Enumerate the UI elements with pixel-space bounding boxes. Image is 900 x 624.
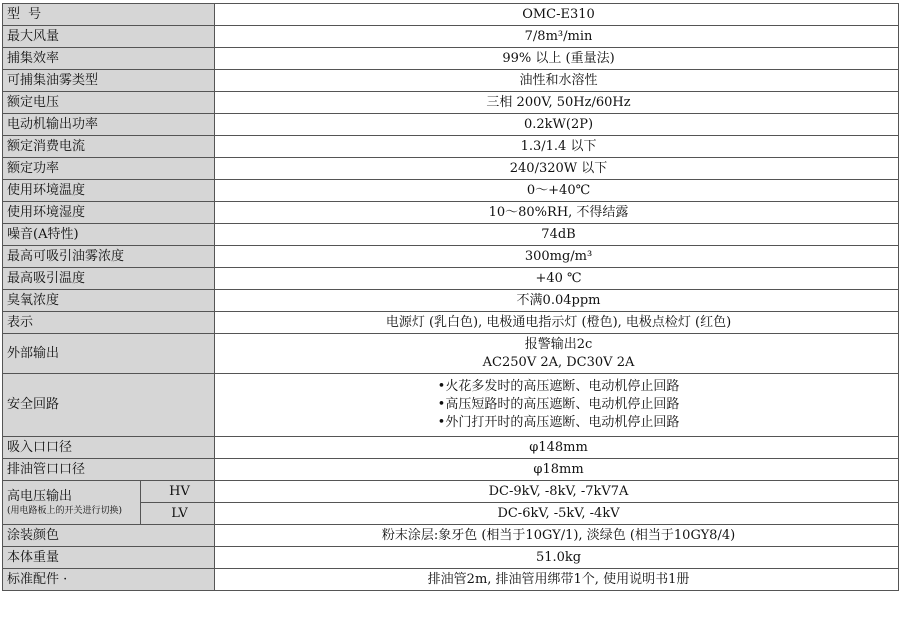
safety-circuit-value (215, 374, 899, 437)
spec-label: 最高吸引温度 (3, 268, 215, 290)
table-row (3, 92, 899, 114)
spec-label: 臭氧浓度 (3, 290, 215, 312)
table-row (3, 136, 899, 158)
spec-value: 0～+40℃ (215, 180, 899, 202)
external-output-value (215, 334, 899, 374)
spec-label: 捕集效率 (3, 48, 215, 70)
table-row (3, 290, 899, 312)
safety-circuit-label: 安全回路 (3, 374, 215, 437)
table-row (3, 569, 899, 591)
spec-label: 额定消费电流 (3, 136, 215, 158)
table-row (3, 547, 899, 569)
spec-value: 300mg/m³ (215, 246, 899, 268)
external-output-label: 外部输出 (3, 334, 215, 374)
spec-value: 三相 200V, 50Hz/60Hz (215, 92, 899, 114)
spec-label: 涂装颜色 (3, 525, 215, 547)
spec-value: 10～80%RH, 不得结露 (215, 202, 899, 224)
table-row (3, 180, 899, 202)
spec-value: 粉末涂层:象牙色 (相当于10GY/1), 淡绿色 (相当于10GY8/4) (215, 525, 899, 547)
table-row (3, 525, 899, 547)
spec-value: 电源灯 (乳白色), 电极通电指示灯 (橙色), 电极点检灯 (红色) (215, 312, 899, 334)
hv-label: HV (141, 481, 215, 503)
spec-label: 电动机输出功率 (3, 114, 215, 136)
list-item: •外门打开时的高压遮断、电动机停止回路 (437, 415, 680, 430)
spec-value: 排油管2m, 排油管用绑带1个, 使用说明书1册 (215, 569, 899, 591)
spec-label: 使用环境湿度 (3, 202, 215, 224)
table-row (3, 70, 899, 92)
table-row (3, 48, 899, 70)
spec-value: 1.3/1.4 以下 (215, 136, 899, 158)
table-row (3, 481, 899, 503)
spec-value: 74dB (215, 224, 899, 246)
spec-label: 最高可吸引油雾浓度 (3, 246, 215, 268)
table-row (3, 202, 899, 224)
high-voltage-title: 高电压输出 (7, 488, 73, 504)
spec-value: 99% 以上 (重量法) (215, 48, 899, 70)
external-output-line: 报警输出2c (524, 336, 593, 352)
spec-value: 7/8m³/min (215, 26, 899, 48)
spec-label: 本体重量 (3, 547, 215, 569)
external-output-line: AC250V 2A, DC30V 2A (482, 354, 635, 370)
spec-value: 240/320W 以下 (215, 158, 899, 180)
spec-label: 最大风量 (3, 26, 215, 48)
table-row (3, 158, 899, 180)
table-row (3, 334, 899, 374)
safety-circuit-list (438, 378, 680, 432)
lv-label: LV (141, 503, 215, 525)
table-row (3, 4, 899, 26)
table-row (3, 374, 899, 437)
spec-value: 油性和水溶性 (215, 70, 899, 92)
spec-label: 额定功率 (3, 158, 215, 180)
table-row (3, 114, 899, 136)
table-row (3, 312, 899, 334)
spec-value: φ148mm (215, 437, 899, 459)
spec-table (2, 3, 899, 591)
spec-label: 吸入口口径 (3, 437, 215, 459)
spec-value: +40 ℃ (215, 268, 899, 290)
spec-value: 0.2kW(2P) (215, 114, 899, 136)
list-item: •火花多发时的高压遮断、电动机停止回路 (437, 379, 680, 394)
spec-label: 使用环境温度 (3, 180, 215, 202)
spec-label: 噪音(A特性) (3, 224, 215, 246)
lv-value: DC-6kV, -5kV, -4kV (215, 503, 899, 525)
table-row (3, 437, 899, 459)
model-label: 型 号 (3, 4, 215, 26)
spec-sheet (2, 3, 898, 591)
table-row (3, 459, 899, 481)
list-item: •高压短路时的高压遮断、电动机停止回路 (437, 397, 680, 412)
spec-label: 表示 (3, 312, 215, 334)
table-row (3, 26, 899, 48)
spec-value: 不满0.04ppm (215, 290, 899, 312)
spec-value: φ18mm (215, 459, 899, 481)
spec-label: 排油管口口径 (3, 459, 215, 481)
table-row (3, 246, 899, 268)
high-voltage-note: (用电路板上的开关进行切换) (7, 505, 123, 516)
spec-label: 额定电压 (3, 92, 215, 114)
spec-value: 51.0kg (215, 547, 899, 569)
table-row (3, 268, 899, 290)
spec-label: 可捕集油雾类型 (3, 70, 215, 92)
hv-value: DC-9kV, -8kV, -7kV7A (215, 481, 899, 503)
high-voltage-label (3, 481, 141, 525)
spec-label: 标准配件 · (3, 569, 215, 591)
model-value: OMC-E310 (215, 4, 899, 26)
table-row (3, 224, 899, 246)
